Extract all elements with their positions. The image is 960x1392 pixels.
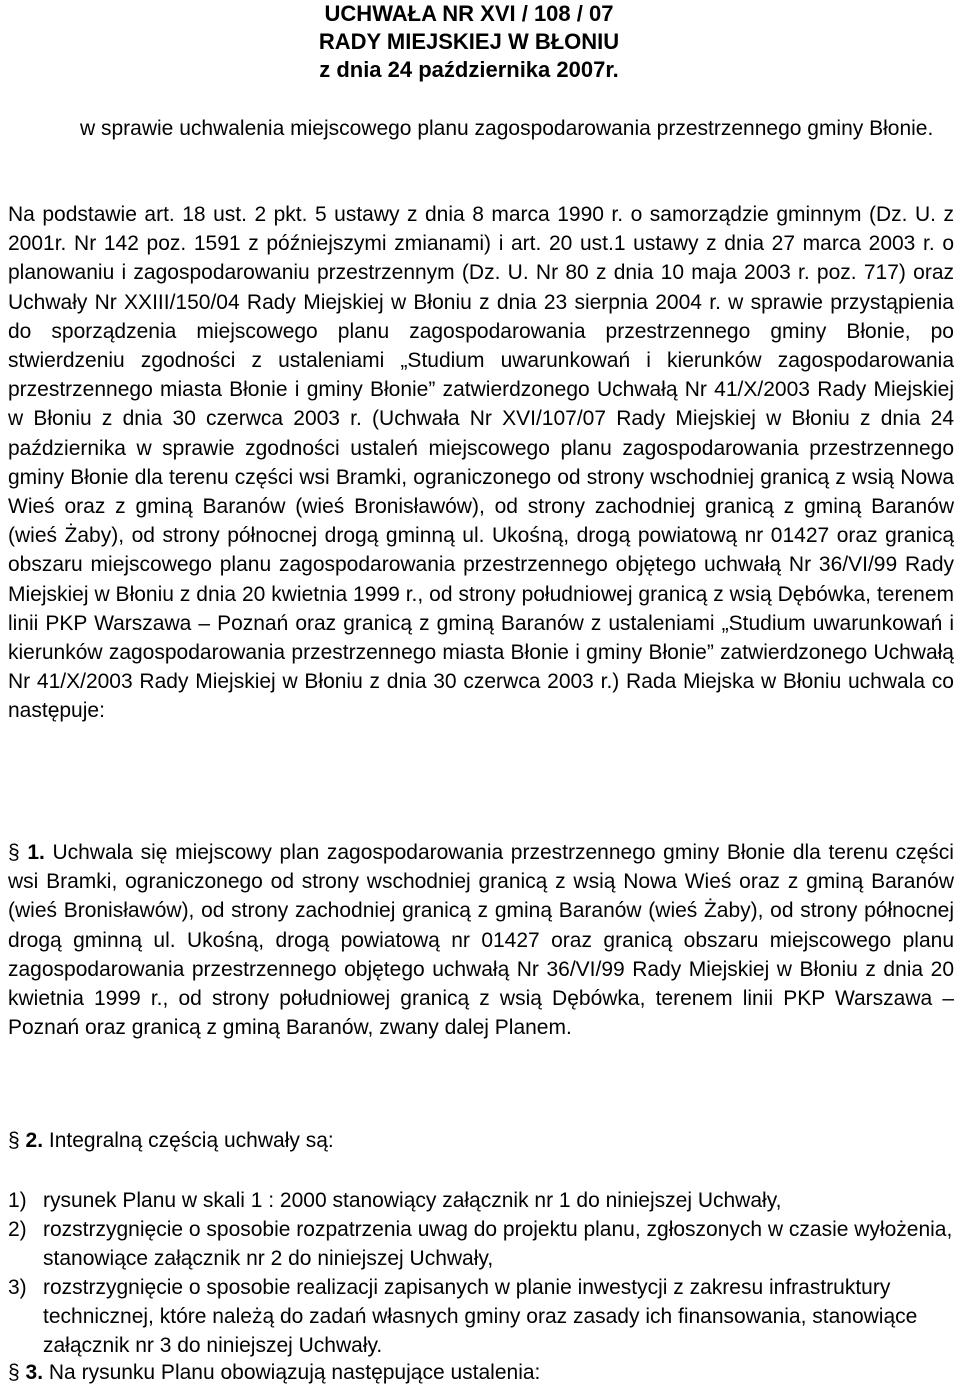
resolution-date: z dnia 24 października 2007r. bbox=[319, 57, 619, 82]
section-number: 2. bbox=[25, 1129, 44, 1152]
section-text: Integralną częścią uchwały są: bbox=[48, 1129, 334, 1152]
section-3 bbox=[8, 1358, 954, 1387]
section-mark: § bbox=[8, 1361, 20, 1384]
list-item-number: 1) bbox=[8, 1189, 27, 1212]
list-item bbox=[8, 1215, 954, 1273]
list-item-text: rysunek Planu w skali 1 : 2000 stanowiący załącznik nr 1 do niniejszej Uchwały, bbox=[43, 1189, 782, 1212]
list-item-text: rozstrzygnięcie o sposobie rozpatrzenia uwag do projektu planu, zgłoszonych w czasie wyłożenia, stanowiące załącznik nr 2 do niniejszej Uchwały, bbox=[43, 1218, 953, 1270]
list-item-number: 2) bbox=[8, 1218, 27, 1241]
preamble: Na podstawie art. 18 ust. 2 pkt. 5 ustawy z dnia 8 marca 1990 r. o samorządzie gminnym (Dz. U. z 2001r. Nr 142 poz. 1591 z późniejszymi zmianami) i art. 20 ust.1 ustawy z dnia 27 marca 2003 r. o planowaniu i zagospodarowaniu przestrzennym (Dz. U. Nr 80 z dnia 10 maja 2003 r. poz. 717) oraz Uchwały Nr XXIII/150/04 Rady Miejskiej w Błoniu z dnia 23 sierpnia 2004 r. w sprawie przystąpienia do sporządzenia miejscowego planu zagospodarowania przestrzennego gminy Błonie, po stwierdzeniu zgodności z ustaleniami „Studium uwarunkowań i kierunków zagospodarowania przestrzennego miasta Błonie i gminy Błonie” zatwierdzonego Uchwałą Nr 41/X/2003 Rady Miejskiej w Błoniu z dnia 30 czerwca 2003 r. (Uchwała Nr XVI/107/07 Rady Miejskiej w Błoniu z dnia 24 października w sprawie zgodności ustaleń miejscowego planu zagospodarowania przestrzennego gminy Błonie dla terenu części wsi Bramki, ograniczonego od strony wschodniej granicą z wsią Nowa Wieś oraz z gminą Baranów (wieś Bronisławów), od strony zachodniej granicą z gminą Baranów (wieś Żaby), od strony północnej drogą gminną ul. Ukośną, drogą powiatową nr 01427 oraz granicą obszaru miejscowego planu zagospodarowania przestrzennego objętego uchwałą Nr 36/VI/99 Rady Miejskiej w Błoniu z dnia 20 kwietnia 1999 r., od strony południowej granicą z wsią Dębówka, terenem linii PKP Warszawa – Poznań oraz granicą z gminą Baranów z ustaleniami „Studium uwarunkowań i kierunków zagospodarowania przestrzennego miasta Błonie i gminy Błonie” zatwierdzonego Uchwałą Nr 41/X/2003 Rady Miejskiej w Błoniu z dnia 30 czerwca 2003 r.) Rada Miejska w Błoniu uchwala co następuje: bbox=[8, 203, 954, 723]
list-item-text: rozstrzygnięcie o sposobie realizacji zapisanych w planie inwestycji z zakresu infrastruktury technicznej, które należą do zadań własnych gminy oraz zasady ich finansowania, stanowiące załącznik nr 3 do niniejszej Uchwały. bbox=[43, 1276, 918, 1357]
council-name: RADY MIEJSKIEJ W BŁONIU bbox=[318, 29, 620, 54]
list-item bbox=[8, 1186, 954, 1215]
section-mark: § bbox=[8, 1129, 20, 1152]
section-number: 1. bbox=[27, 841, 45, 864]
section-1 bbox=[8, 838, 954, 1042]
section-text: Uchwala się miejscowy plan zagospodarowania przestrzennego gminy Błonie dla terenu części wsi Bramki, ograniczonego od strony wschodniej granicą z wsią Nowa Wieś oraz z gminą Baranów (wieś Bronisławów), od strony zachodniej granicą z gminą Baranów (wieś Żaby), od strony północnej drogą gminną ul. Ukośną, drogą powiatową nr 01427 oraz granicą obszaru miejscowego planu zagospodarowania przestrzennego objętego uchwałą Nr 36/VI/99 Rady Miejskiej w Błoniu z dnia 20 kwietnia 1999 r., od strony południowej granicą z wsią Dębówka, terenem linii PKP Warszawa – Poznań oraz granicą z gminą Baranów, zwany dalej Planem. bbox=[8, 841, 954, 1040]
attachments-list bbox=[8, 1186, 954, 1360]
section-number: 3. bbox=[25, 1361, 44, 1384]
resolution-subject: w sprawie uchwalenia miejscowego planu zagospodarowania przestrzennego gminy Błonie. bbox=[80, 117, 934, 140]
section-mark: § bbox=[8, 841, 20, 864]
list-item-number: 3) bbox=[8, 1276, 27, 1299]
list-item bbox=[8, 1273, 954, 1360]
resolution-number: UCHWAŁA NR XVI / 108 / 07 bbox=[324, 1, 614, 26]
document-header bbox=[0, 0, 960, 84]
section-2 bbox=[8, 1126, 954, 1155]
section-text: Na rysunku Planu obowiązują następujące ustalenia: bbox=[48, 1361, 541, 1384]
